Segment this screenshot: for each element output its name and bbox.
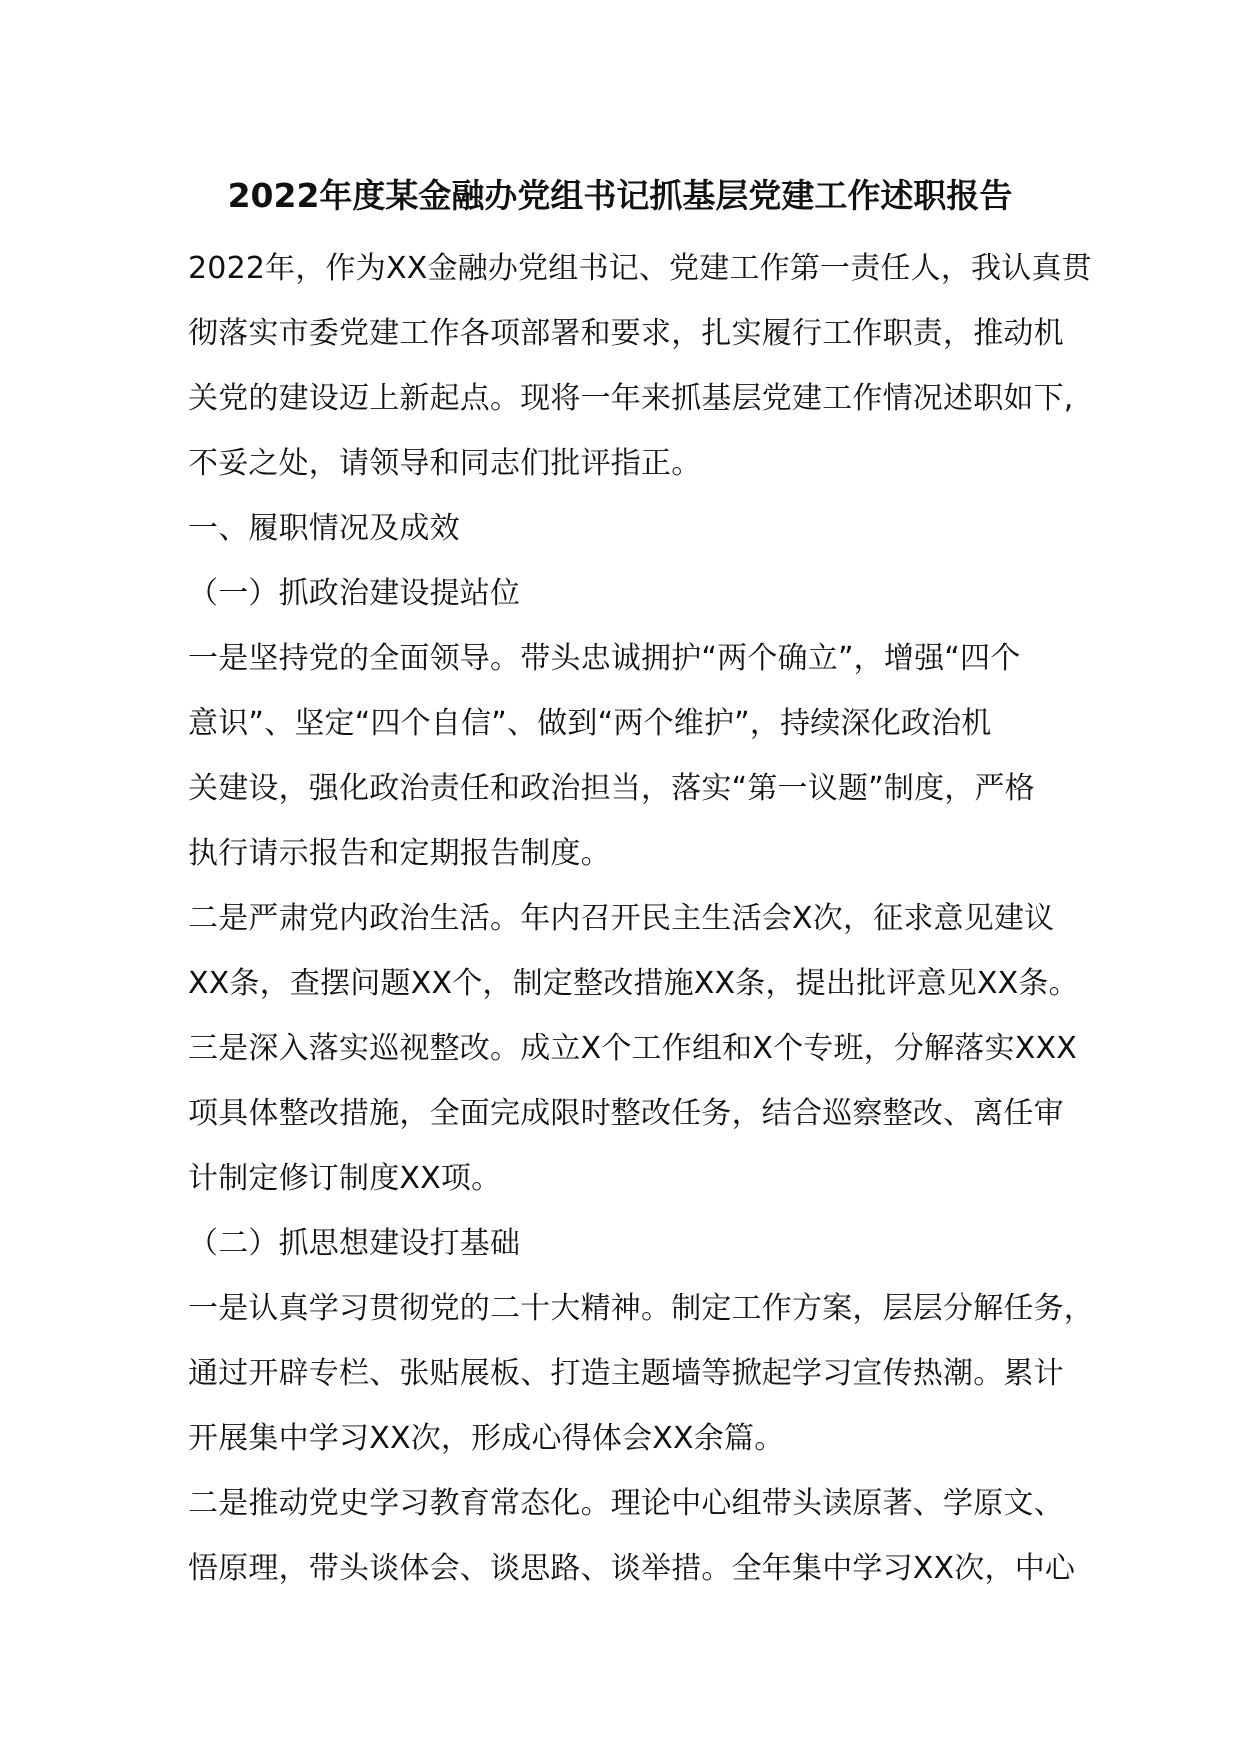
text-line: XX条，查摆问题XX个，制定整改措施XX条，提出批评意见XX条。 [188, 966, 1079, 1001]
text-line: 关党的建设迈上新起点。现将一年来抓基层党建工作情况述职如下, [188, 381, 1074, 416]
text-line: 执行请示报告和定期报告制度。 [188, 836, 611, 871]
section-heading: 一、履职情况及成效 [188, 511, 460, 546]
document-title: 2022年度某金融办党组书记抓基层党建工作述职报告 [227, 176, 1013, 215]
text-line: 彻落实市委党建工作各项部署和要求，扎实履行工作职责，推动机 [188, 316, 1064, 351]
text-line: 二是严肃党内政治生活。年内召开民主生活会X次，征求意见建议 [188, 901, 1055, 936]
text-line: 项具体整改措施，全面完成限时整改任务，结合巡察整改、离任审 [188, 1096, 1064, 1131]
text-line: 通过开辟专栏、张贴展板、打造主题墙等掀起学习宣传热潮。累计 [188, 1356, 1064, 1391]
text-line: 计制定修订制度XX项。 [188, 1161, 502, 1196]
text-line: 二是推动党史学习教育常态化。理论中心组带头读原著、学原文、 [188, 1486, 1064, 1521]
text-line: 三是深入落实巡视整改。成立X个工作组和X个专班，分解落实XXX [188, 1031, 1077, 1066]
subsection-heading: （二）抓思想建设打基础 [188, 1226, 521, 1261]
text-line: 一是坚持党的全面领导。带头忠诚拥护“两个确立”，增强“四个 [188, 641, 1021, 676]
text-line: 关建设，强化政治责任和政治担当，落实“第一议题”制度，严格 [188, 771, 1035, 806]
text-line: 悟原理，带头谈体会、谈思路、谈举措。全年集中学习XX次，中心 [188, 1551, 1076, 1586]
document-body [188, 236, 1094, 1601]
text-line: 开展集中学习XX次，形成心得体会XX余篇。 [188, 1421, 785, 1456]
text-line: 一是认真学习贯彻党的二十大精神。制定工作方案，层层分解任务， [188, 1291, 1094, 1326]
subsection-heading: （一）抓政治建设提站位 [188, 576, 521, 611]
text-line: 意识”、坚定“四个自信”、做到“两个维护”，持续深化政治机 [188, 706, 992, 741]
text-line: 2022年，作为XX金融办党组书记、党建工作第一责任人，我认真贯 [188, 251, 1092, 286]
text-line: 不妥之处，请领导和同志们批评指正。 [188, 446, 702, 481]
